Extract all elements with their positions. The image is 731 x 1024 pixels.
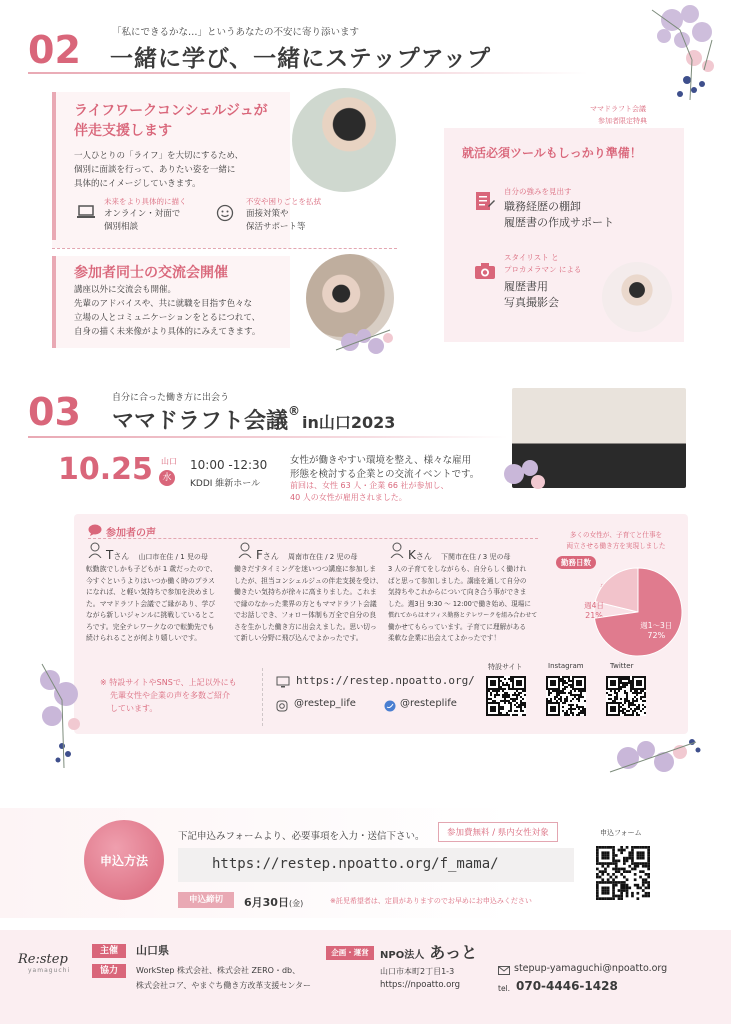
photoshoot-photo: [602, 262, 672, 332]
section-03-title-wrap: [112, 404, 395, 435]
person-icon: [88, 542, 102, 558]
person-icon: [238, 542, 252, 558]
pie-label: 週4日: [584, 601, 604, 610]
voice-1-san: さん: [113, 552, 130, 561]
restep-logo-main: Re:step: [18, 952, 68, 967]
section-03-rule: [28, 436, 508, 438]
tools-badge-2: 参加者限定特典: [598, 117, 647, 125]
section-02-title: 一緒に学び、一緒にステップアップ: [110, 46, 492, 72]
exchange-body-4: 自身の描く未来像がより具体的にみえてきます。: [74, 327, 261, 337]
voice-1-line: 続けられることが何より嬉しいです。: [86, 634, 202, 642]
form-url[interactable]: https://restep.npoatto.org/f_mama/: [212, 856, 499, 872]
voice-2-header: [256, 544, 358, 563]
event-time: 10:00 -12:30: [190, 458, 268, 472]
apply-circle-label: 申込方法: [99, 854, 148, 868]
host-value: 山口県: [136, 944, 169, 957]
exchange-body-2: 先輩のアドバイスや、共に就職を目指す色々な: [74, 299, 253, 309]
npo-prefix: NPO法人: [380, 950, 425, 961]
section-03-title: ママドラフト会議: [112, 409, 289, 434]
speech-icon: [88, 524, 102, 536]
section-02-number: 02: [28, 28, 81, 72]
twitter-icon: [384, 700, 396, 712]
voice-2-line: 働きだすタイミングを迷いつつ講座に参加しま: [234, 565, 376, 573]
concierge-accent-bar: [52, 92, 56, 240]
pie-caption: [550, 530, 682, 552]
voice-3-name: K: [408, 548, 416, 562]
npo-name: あっと: [429, 943, 478, 962]
deadline-weekday: (金): [288, 899, 304, 908]
tools-item2-sub1: スタイリスト と: [504, 253, 559, 262]
pie-value: 72%: [647, 630, 666, 640]
voice-3-text: [388, 564, 540, 645]
concierge-item1-sub: 未来をより具体的に描く: [104, 197, 187, 206]
flower-decoration: [330, 320, 400, 364]
event-prev-2: 40 人の女性が雇用されました。: [290, 493, 407, 502]
voice-2-san: さん: [262, 552, 279, 561]
section-03-title-mark: ®: [288, 404, 301, 418]
document-icon: [474, 190, 496, 214]
section-03-number: 03: [28, 390, 81, 434]
voice-2-name: F: [256, 548, 263, 562]
tel-label: tel.: [498, 984, 511, 993]
concierge-heading-2: 伴走支援します: [74, 123, 172, 139]
instagram-link[interactable]: @restep_life: [294, 698, 356, 709]
concierge-item2-line1: 面接対策や: [246, 209, 289, 219]
twitter-link[interactable]: @resteplife: [400, 698, 457, 709]
apply-instruction: 下記申込みフォームより、必要事項を入力・送信下さい。: [178, 831, 425, 842]
voice-1-line: になれば、と軽い気持ちで参加を決めまし: [86, 588, 216, 596]
voice-2-line: でお話しでき、フォロー体制も万全で自分の良: [234, 611, 377, 619]
event-weekday: 水: [159, 470, 175, 486]
tel-number[interactable]: 070-4446-1428: [516, 979, 618, 993]
qr-code[interactable]: [486, 676, 526, 716]
event-desc-2: 形態を検討する企業との交流イベントです。: [290, 469, 480, 480]
voice-3-meta: 下関市在住 / 3 児の母: [440, 553, 511, 561]
pie-caption-line-2: 両立させる働き方を実現しました: [566, 542, 666, 550]
voice-1-header: [106, 544, 208, 563]
voice-1-meta: 山口市在住 / 1 児の母: [138, 553, 208, 561]
site-url-link[interactable]: https://restep.npoatto.org/: [296, 674, 475, 687]
links-note-line-3: しています。: [110, 704, 158, 713]
links-note-line-1: ※ 特設サイトやSNSで、上記以外にも: [100, 678, 237, 687]
event-date: 10.25: [58, 452, 153, 487]
concierge-item1-line1: オンライン・対面で: [104, 209, 181, 219]
tools-item2-line2: 写真撮影会: [504, 296, 559, 309]
pie-label: 週1〜3日: [640, 620, 673, 630]
voices-heading: 参加者の声: [106, 528, 156, 539]
coop-line-2: 株式会社コア、やまぐち働き方改革支援センター: [136, 981, 312, 990]
voice-2-text: [234, 564, 384, 645]
npo-address: 山口市本町2丁目1-3: [380, 967, 455, 976]
smile-icon: [216, 204, 234, 222]
exchange-body-3: 立場の人とコミュニケーションをとるにつれて、: [74, 313, 261, 323]
exchange-body-1: 講座以外に交流会も開催。: [74, 285, 177, 295]
links-divider: [262, 668, 263, 726]
voice-2-line: で縁のなかった業界の方ともママドラフト会議: [234, 599, 377, 608]
qr-code[interactable]: [606, 676, 646, 716]
concierge-item1-line2: 個別相談: [104, 222, 139, 232]
event-place-small: 山口: [161, 457, 177, 466]
voice-2-line: したが、担当コンシェルジュの伴走支援を受け、: [234, 576, 383, 585]
concierge-photo: [292, 88, 396, 192]
section-03-title-suffix: in山口2023: [302, 413, 396, 432]
pie-caption-line-1: 多くの女性が、子育てと仕事を: [569, 531, 663, 539]
tools-badge-1: ママドラフト会議: [590, 105, 646, 113]
restep-logo-sub: yamaguchi: [28, 967, 71, 974]
voice-3-line: 柔軟な企業に出会えてよかったです！: [388, 634, 501, 642]
email-link[interactable]: stepup-yamaguchi@npoatto.org: [514, 963, 668, 974]
tools-item2-line1: 履歴書用: [504, 280, 548, 293]
voice-3-line: 3 人の子育てをしながらも、自分らしく働けれ: [388, 565, 527, 573]
voice-3-line: ばと思って参加しました。講座を通して自分の: [388, 576, 527, 585]
section-03-lead: 自分に合った働き方に出会う: [112, 393, 230, 403]
section-02-divider: [52, 248, 397, 249]
voices-heading-rule: [88, 538, 538, 539]
concierge-item2-sub: 不安や困りごとを払拭: [246, 197, 321, 206]
pie-title: 勤務日数: [556, 556, 596, 569]
exchange-heading: 参加者同士の交流会開催: [74, 265, 228, 281]
fee-badge: 参加費無料 / 県内女性対象: [438, 822, 558, 842]
voice-3-line: 慣れてからはオフィス勤務とテレワークを組み合わせて: [388, 612, 538, 619]
voice-3-header: [408, 544, 510, 563]
npo-url-link[interactable]: https://npoatto.org: [380, 980, 461, 990]
deadline-label: 申込締切: [178, 892, 234, 908]
qr-site-label: 特設サイト: [488, 663, 523, 671]
pie-value: 21%: [585, 611, 603, 620]
event-venue: KDDI 維新ホール: [190, 479, 261, 489]
concierge-body-3: 具体的にイメージしていきます。: [74, 179, 201, 189]
voice-3-san: さん: [415, 552, 432, 561]
qr-code[interactable]: [596, 846, 650, 900]
exchange-accent-bar: [52, 256, 56, 348]
section-02-lead: 「私にできるかな…」というあなたの不安に寄り添います: [112, 27, 360, 38]
plan-label: 企画・運営: [326, 946, 374, 960]
coop-label: 協力: [92, 964, 126, 978]
concierge-body-2: 個別に面談を行って、ありたい姿を一緒に: [74, 165, 236, 175]
section-02-rule: [28, 72, 588, 74]
tools-item1-line1: 職務経歴の棚卸: [504, 200, 581, 213]
flower-decoration: [494, 450, 554, 500]
voice-3-line: 気持ちやこれからについて向き合う事ができま: [388, 588, 527, 596]
pie-chart: [560, 566, 684, 658]
camera-icon: [474, 262, 496, 280]
voice-3-line: 働かせてもらっています。子育てに理解がある: [388, 622, 526, 631]
event-desc-1: 女性が働きやすい環境を整え、様々な雇用: [290, 455, 472, 466]
voice-1-text: [86, 564, 236, 645]
laptop-icon: [76, 204, 96, 220]
voice-3-line: した。週3日 9:30 〜 12:00で働き始め、現場に: [388, 599, 531, 608]
flower-decoration: [632, 0, 731, 110]
qr-code[interactable]: [546, 676, 586, 716]
deadline-month-day: 6月30日: [244, 896, 289, 909]
concierge-heading-1: ライフワークコンシェルジュが: [74, 103, 268, 119]
tools-item1-line2: 履歴書の作成サポート: [504, 216, 614, 229]
restep-logo: [18, 952, 78, 974]
qr-instagram-label: Instagram: [548, 662, 584, 670]
concierge-body-1: 一人ひとりの「ライフ」を大切にするため、: [74, 151, 244, 161]
npo-name-wrap: [380, 940, 477, 963]
person-icon: [390, 542, 404, 558]
voice-1-line: 転勤族でしかも子どもが 1 歳だったので、: [86, 565, 217, 573]
host-label: 主催: [92, 944, 126, 958]
mail-icon: [498, 966, 510, 975]
event-prev-1: 前回は、女性 63 人・企業 66 社が参加し、: [290, 481, 449, 490]
links-note-line-2: 先輩女性や企業の声を多数ご紹介: [110, 691, 230, 700]
instagram-icon: [276, 700, 288, 712]
links-note: [100, 676, 237, 715]
coop-line-1: WorkStep 株式会社、株式会社 ZERO・db、: [136, 966, 301, 975]
voice-1-name: T: [106, 548, 114, 562]
childcare-note: ※託児希望者は、定員がありますのでお早めにお申込みください: [330, 897, 532, 905]
voice-2-meta: 周南市在住 / 2 児の母: [288, 553, 358, 561]
flower-decoration: [22, 660, 102, 772]
deadline-date: [244, 891, 303, 910]
tools-heading: 就活必須ツールもしっかり準備！: [462, 146, 642, 160]
monitor-icon: [276, 676, 290, 688]
flower-decoration: [606, 728, 706, 788]
tools-item2-sub2: プロカメラマン による: [504, 265, 582, 274]
voice-2-line: さを生かした働き方に出会えました。思い切っ: [234, 622, 377, 631]
voice-1-line: ながら新しいジャンルに挑戦しているとこ: [86, 611, 215, 619]
concierge-item2-line2: 保活サポート等: [246, 222, 306, 232]
tools-item1-sub: 自分の強みを見出す: [504, 187, 572, 196]
voice-1-line: ろです。完全テレワークなので転勤先でも: [86, 622, 215, 631]
voice-1-line: た。ママドラフト会議でご縁があり、学び: [86, 599, 216, 608]
voice-1-line: 今すぐというよりはいつか働く時のプラス: [86, 576, 215, 585]
qr-twitter-label: Twitter: [610, 662, 634, 670]
apply-qr-label: 申込フォーム: [600, 829, 642, 837]
voice-2-line: 働きたい気持ちが徐々に高まりました。これま: [234, 588, 377, 596]
voice-2-line: て新しい分野に飛び込んでよかったです。: [234, 634, 363, 642]
